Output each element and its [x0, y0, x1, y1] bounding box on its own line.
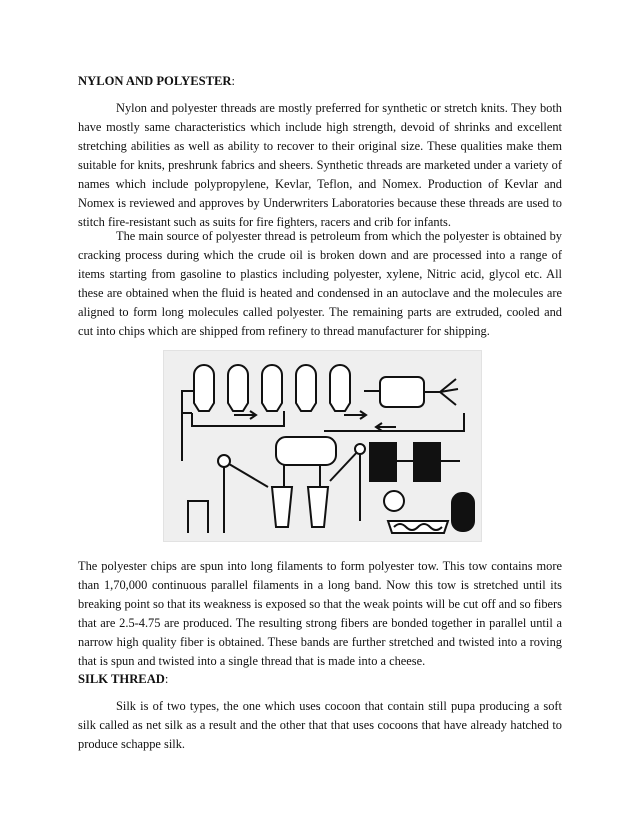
paragraph-nylon-polyester-intro: Nylon and polyester threads are mostly preferred for synthetic or stretch knits. They both have mostly same characteristics which include high strength, devoid of shrinks and excellent stretching abilities as well as ability to recover to their original size. These qualities make them suitable for knits, preshrunk fabrics and sheers. Synthetic threads are marketed under a variety of names which include polypropylene, Kevlar, Teflon, and Nomex. Production of Kevlar and Nomex is reviewed and approves by Underwriters Laboratories because these threads are used to stitch fire-resistant such as suits for fire fighters, racers and crib for infants.	[78, 101, 562, 229]
paragraph-polyester-source: The main source of polyester thread is petroleum from which the polyester is obtained by cracking process during which the crude oil is broken down and are processed into a range of items starting from gasoline to plastics including polyester, xylene, Nitric acid, glycol etc. All these are obtained when the fluid is heated and condensed in an autoclave and the molecules are aligned to form long molecules called polyester. The remaining parts are extruded, cooled and cut into chips which are shipped from refinery to thread manufacturer for shipping.	[78, 229, 562, 338]
process-diagram-graphic	[164, 351, 481, 541]
polyester-process-diagram	[163, 350, 482, 542]
paragraph-silk-types: Silk is of two types, the one which uses cocoon that contain still pupa producing a soft silk called as net silk as a result and the other that that uses cocoons that have already hatched to produce schappe silk.	[78, 699, 562, 751]
section-heading-nylon-polyester: NYLON AND POLYESTER:	[78, 74, 235, 88]
section-heading-silk-thread: SILK THREAD:	[78, 672, 169, 686]
paragraph-polyester-spinning: The polyester chips are spun into long filaments to form polyester tow. This tow contains more than 1,70,000 continuous parallel filaments in a long band. Now this tow is stretched until its breaking point so that its weakness is exposed so that the weak points will be cut off and so fibers that are 2.5-4.75 are produced. The resulting strong fibers are bonded together in parallel until a narrow high quality fiber is obtained. These bands are further stretched and twisted into a roving that is spun and twisted into a single thread that is made into a cheese.	[78, 559, 562, 668]
